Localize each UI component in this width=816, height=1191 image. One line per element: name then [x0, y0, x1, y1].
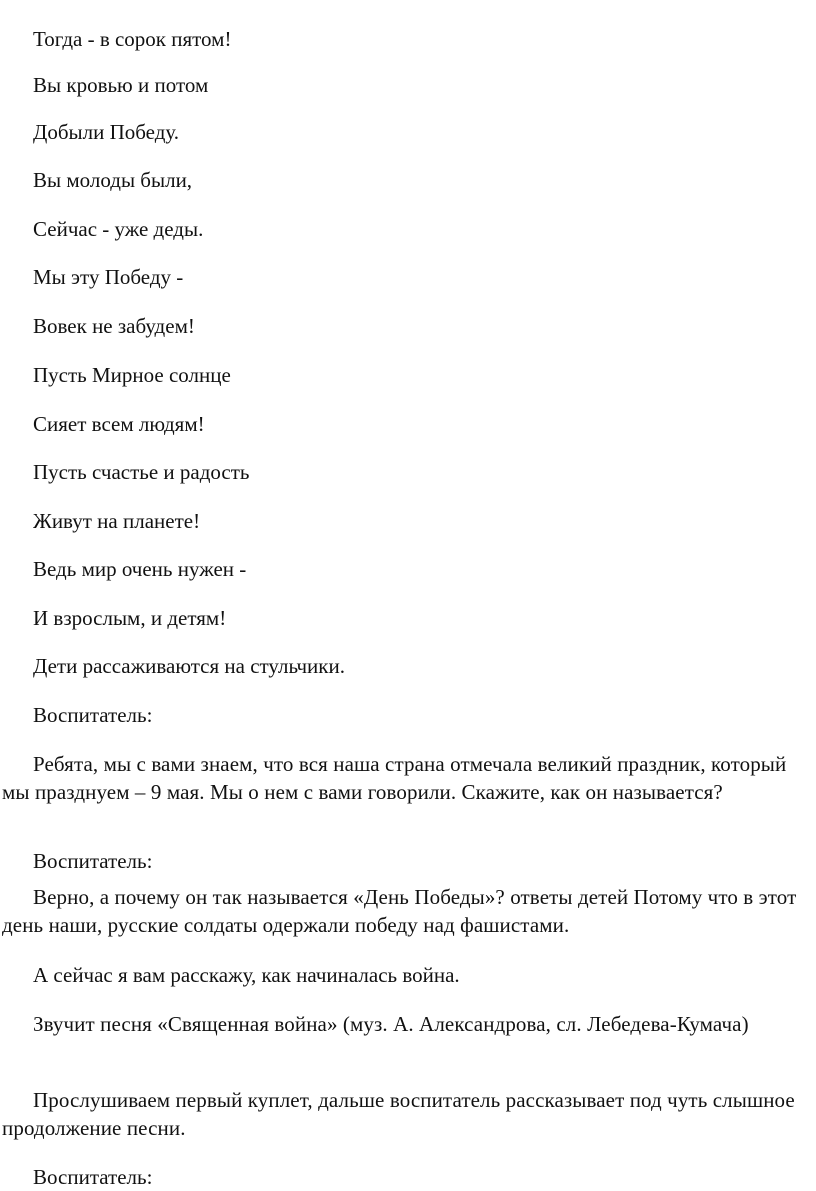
speaker-label: Воспитатель: [33, 849, 153, 873]
poem-line: Вы молоды были, [33, 168, 193, 192]
poem-line: Тогда - в сорок пятом! [33, 27, 232, 51]
poem-line: Мы эту Победу - [33, 265, 184, 289]
poem-line: Сейчас - уже деды. [33, 217, 204, 241]
paragraph-story-intro: А сейчас я вам расскажу, как начиналась война. [33, 963, 460, 987]
stage-direction: Дети рассаживаются на стульчики. [33, 654, 345, 678]
paragraph-song: Звучит песня «Священная война» (муз. А. Александрова, сл. Лебедева-Кумача) [33, 1012, 749, 1036]
poem-line: И взрослым, и детям! [33, 606, 227, 630]
poem-line: Пусть счастье и радость [33, 460, 250, 484]
poem-line: Вы кровью и потом [33, 73, 209, 97]
poem-line: Пусть Мирное солнце [33, 363, 231, 387]
poem-line: Вовек не забудем! [33, 314, 195, 338]
poem-line: Ведь мир очень нужен - [33, 557, 247, 581]
poem-line: Сияет всем людям! [33, 412, 205, 436]
speaker-label: Воспитатель: [33, 703, 153, 727]
paragraph-listening: Прослушиваем первый куплет, дальше воспитатель рассказывает под чуть слышное продолжение песни. [2, 1088, 795, 1140]
paragraph-answer: Верно, а почему он так называется «День Победы»? ответы детей Потому что в этот день наши, русские солдаты одержали победу над фашистами. [2, 885, 797, 937]
speaker-label: Воспитатель: [33, 1165, 153, 1189]
paragraph-question: Ребята, мы с вами знаем, что вся наша страна отмечала великий праздник, который мы празднуем – 9 мая. Мы о нем с вами говорили. Скажите, как он называется? [2, 752, 787, 804]
poem-line: Живут на планете! [33, 509, 201, 533]
poem-line: Добыли Победу. [33, 120, 180, 144]
